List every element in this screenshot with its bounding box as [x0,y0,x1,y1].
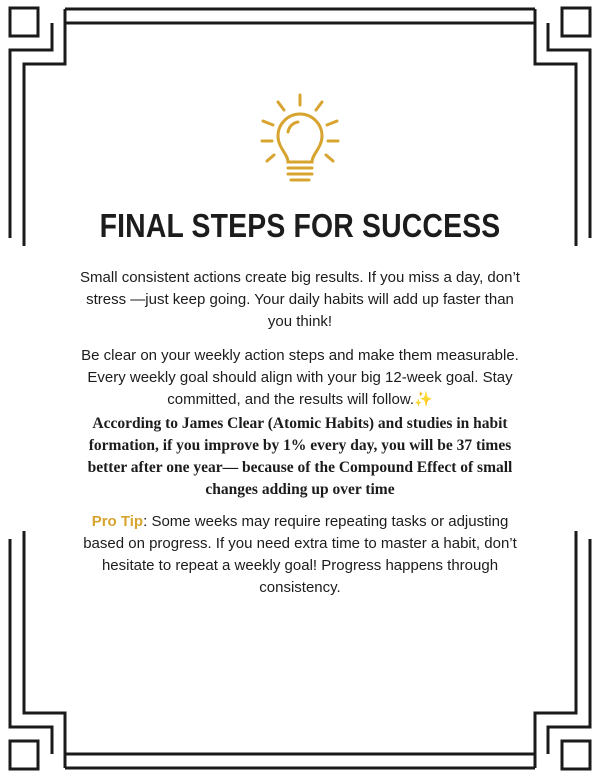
lightbulb-icon [256,92,344,188]
corner-square-top-right [562,8,590,36]
paragraph-weekly-steps-text: Be clear on your weekly action steps and make them measurable. Every weekly goal should align with your big 12-week goal. Stay committed, and the results will follow. [81,347,519,408]
paragraph-consistency: Small consistent actions create big results. If you miss a day, don’t stress —just keep going. Your daily habits will add up faster than you think! [80,269,520,330]
pro-tip-label: Pro Tip [91,513,144,530]
paragraph-weekly-steps [80,345,520,411]
corner-square-bottom-left [10,741,38,769]
paragraph-pro-tip [80,511,520,599]
corner-square-top-left [10,8,38,36]
sparkle-icon: ✨ [414,391,433,408]
page-title: FINAL STEPS FOR SUCCESS [99,207,501,244]
paragraph-atomic-habits-quote: According to James Clear (Atomic Habits) and studies in habit formation, if you improve by 1% every day, you will be 37 times better after one year— because of the Compound Effect of small changes adding up over time [87,415,513,498]
corner-square-bottom-right [562,741,590,769]
pro-tip-text: : Some weeks may require repeating tasks or adjusting based on progress. If you need extra time to master a habit, don’t hesitate to repeat a weekly goal! Progress happens through consistency. [83,513,517,596]
